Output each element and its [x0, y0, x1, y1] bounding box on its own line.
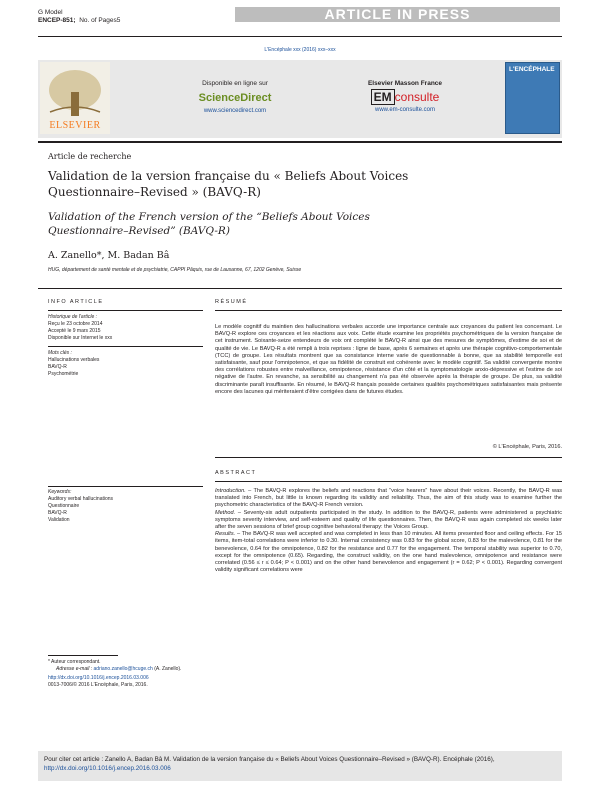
authors: A. Zanello*, M. Badan Bâ: [48, 250, 170, 261]
cover-title: L'ENCÉPHALE: [509, 66, 555, 73]
info-article-label: INFO ARTICLE: [48, 299, 104, 305]
keywords: [48, 489, 203, 524]
emconsulte-logo: EM consulte: [330, 90, 480, 104]
elsevier-logo: [40, 62, 110, 134]
page-count: No. of Pages5: [79, 17, 121, 24]
gmodel-label: G Model: [38, 9, 63, 16]
mot-cle: Hallucinations verbales: [48, 357, 100, 363]
keyword: Validation: [48, 517, 70, 523]
journal-cover: [505, 62, 560, 134]
citation-box: [38, 751, 562, 781]
keyword: BAVQ-R: [48, 510, 67, 516]
abstract-introduction: Introduction. – The BAVQ-R explores the beliefs and reactions that “voice hearers” have about their voices. Recently, the BAVQ-R was translated into French, but little is known regarding its validity and reliability. Thus, the aim of this study was to examine further the psychometric characteristics of the BAVQ-R French version.: [215, 488, 562, 509]
corresponding-author: * Auteur correspondant.: [48, 659, 101, 665]
sd-url-link[interactable]: www.sciencedirect.com: [203, 108, 267, 114]
resume-text: Le modèle cognitif du maintien des hallucinations verbales accorde une importance centrale aux croyances du patient les concernant. Le BAVQ-R explore ces croyances et les réactions aux voix. Cette étude examine les propriétés psychométriques de la version française de cet instrument. Soixante-seize entendeurs de voix ont complété le BAVQ-R ainsi que des mesures de symptômes, d'estime de soi et de qualité de vie. Le BAVQ-R a été rempli à trois reprises : ligne de base, après 6 semaines et après une thérapie cognitivo-comportementale (TCC) de groupe. Les résultats montrent que sa consistance interne varie de questionnable à bonne, que sa stabilité temporelle est satisfaisante, sauf pour l'omnipotence, et que sa fidélité de construit est cohérente avec le modèle cognitif. Sa validité convergente montre des corrélations robustes entre malveillance, omnipotence, résistance d'un côté et la symptomatologie anxio-dépressive et l'estime de soi négative de l'autre. En revanche, sa sensibilité au changement n'a pas été observée après la thérapie de groupe. De plus, sa validité discriminante paraît insuffisante. En résumé, le BAVQ-R français possède certaines qualités psychométriques satisfaisantes mais présente encore des lacunes qui mériteraient d'être corrigées dans de futures études.: [215, 324, 562, 395]
citation-text: Pour citer cet article : Zanello A, Badan Bâ M. Validation de la version française du « Beliefs About Voices Questionnaire–Revised » (BAVQ-R). Encéphale (2016),: [44, 756, 495, 763]
abstract-rule: [215, 481, 562, 482]
article-code: ENCEP-851;: [38, 17, 76, 24]
history-heading: Historique de l'article :: [48, 314, 98, 320]
masthead-rule: [38, 141, 562, 143]
elsevier-wordmark: ELSEVIER: [49, 120, 101, 131]
resume-label: RÉSUMÉ: [215, 299, 248, 305]
mot-cle: BAVQ-R: [48, 364, 67, 370]
header-rule: [38, 36, 562, 37]
doi-link[interactable]: http://dx.doi.org/10.1016/j.encep.2016.03.006: [48, 675, 149, 681]
article-type: Article de recherche: [48, 152, 132, 161]
running-header-left: [38, 9, 120, 25]
info-rule-2: [48, 346, 203, 347]
mot-cle: Psychométrie: [48, 371, 79, 377]
sciencedirect-block: [160, 80, 310, 114]
affiliation: HUG, département de santé mentale et de psychiatrie, CAPPI Pâquis, rue de Lausanne, 67, 1202 Genève, Suisse: [48, 267, 302, 273]
resume-rule: [215, 310, 562, 311]
issn-line: 0013-7006/© 2016 L'Encéphale, Paris, 2016.: [48, 682, 148, 688]
online-date: Disponible sur Internet le xxx: [48, 335, 113, 341]
title-french: Validation de la version française du « Beliefs About Voices Questionnaire–Revised » (BAVQ-R): [48, 169, 409, 199]
article-in-press-banner: ARTICLE IN PRESS: [235, 7, 560, 22]
article-history: [48, 314, 203, 342]
title-rule: [38, 288, 562, 289]
abstract-results: Results. – The BAVQ-R was well accepted and was completed in less than 10 minutes. All items presented floor and ceiling effects. For 15 items, item-total correlations were inferior to 0.30. Internal consistency was 0.83 for the global score, 0.83 for the malevolence, 0.81 for the benevolence, 0.64 for the omnipotence, 0.82 for the resistance and 0.77 for the engagement. The temporal stability was superior to 0.70, except for the omnipotence (0.65). Regarding, the construct validity, on the one hand malevolence, omnipotence and resistance were correlated (0.56 ≤ r ≤ 0.64; P < 0.001) and on the other hand benevolence and engagement (r = 0.62; P < 0.001). Regarding convergent validity significant correlations were: [215, 531, 562, 574]
keyword: Questionnaire: [48, 503, 80, 509]
keywords-heading: Keywords:: [48, 489, 72, 495]
journal-reference[interactable]: L'Encéphale xxx (2016) xxx–xxx: [264, 47, 336, 53]
received-date: Reçu le 23 octobre 2014: [48, 321, 103, 327]
em-publisher-label: Elsevier Masson France: [367, 80, 443, 87]
info-rule: [48, 310, 203, 311]
accepted-date: Accepté le 9 mars 2015: [48, 328, 101, 334]
em-url-link[interactable]: www.em-consulte.com: [374, 107, 436, 113]
sciencedirect-logo: ScienceDirect: [198, 92, 272, 104]
citation-doi-link[interactable]: http://dx.doi.org/10.1016/j.encep.2016.03.006: [44, 765, 171, 772]
footnotes: [48, 659, 548, 689]
email-link[interactable]: adriano.zanello@hcuge.ch: [93, 666, 153, 672]
info-rule-3: [48, 486, 203, 487]
sd-available-label: Disponible en ligne sur: [202, 80, 268, 87]
title-english: Validation of the French version of the “Beliefs About Voices Questionnaire–Revised” (BAVQ-R): [48, 211, 370, 237]
abstract-method: Method. – Seventy-six adult outpatients participated in the study. In addition to the BAVQ-R, patients were administered a psychiatric symptoms severity interview, and self-esteem and quality of life questionnaires. Then, the BAVQ-R was again completed six weeks later after the seven sessions of brief group cognitive behavioral therapy: the Voices Group.: [215, 509, 562, 531]
abstract-body: [215, 488, 562, 574]
mots-cles-heading: Mots clés :: [48, 350, 72, 356]
email-suffix: (A. Zanello).: [154, 666, 182, 672]
resume-copyright: © L'Encéphale, Paris, 2016.: [492, 444, 562, 450]
resume-bottom-rule: [215, 457, 562, 458]
mots-cles: [48, 350, 203, 378]
emconsulte-block: [330, 80, 480, 113]
keyword: Auditory verbal hallucinations: [48, 496, 114, 502]
footnote-rule: [48, 655, 118, 656]
abstract-label: ABSTRACT: [215, 470, 257, 476]
email-label: Adresse e-mail :: [56, 666, 93, 672]
